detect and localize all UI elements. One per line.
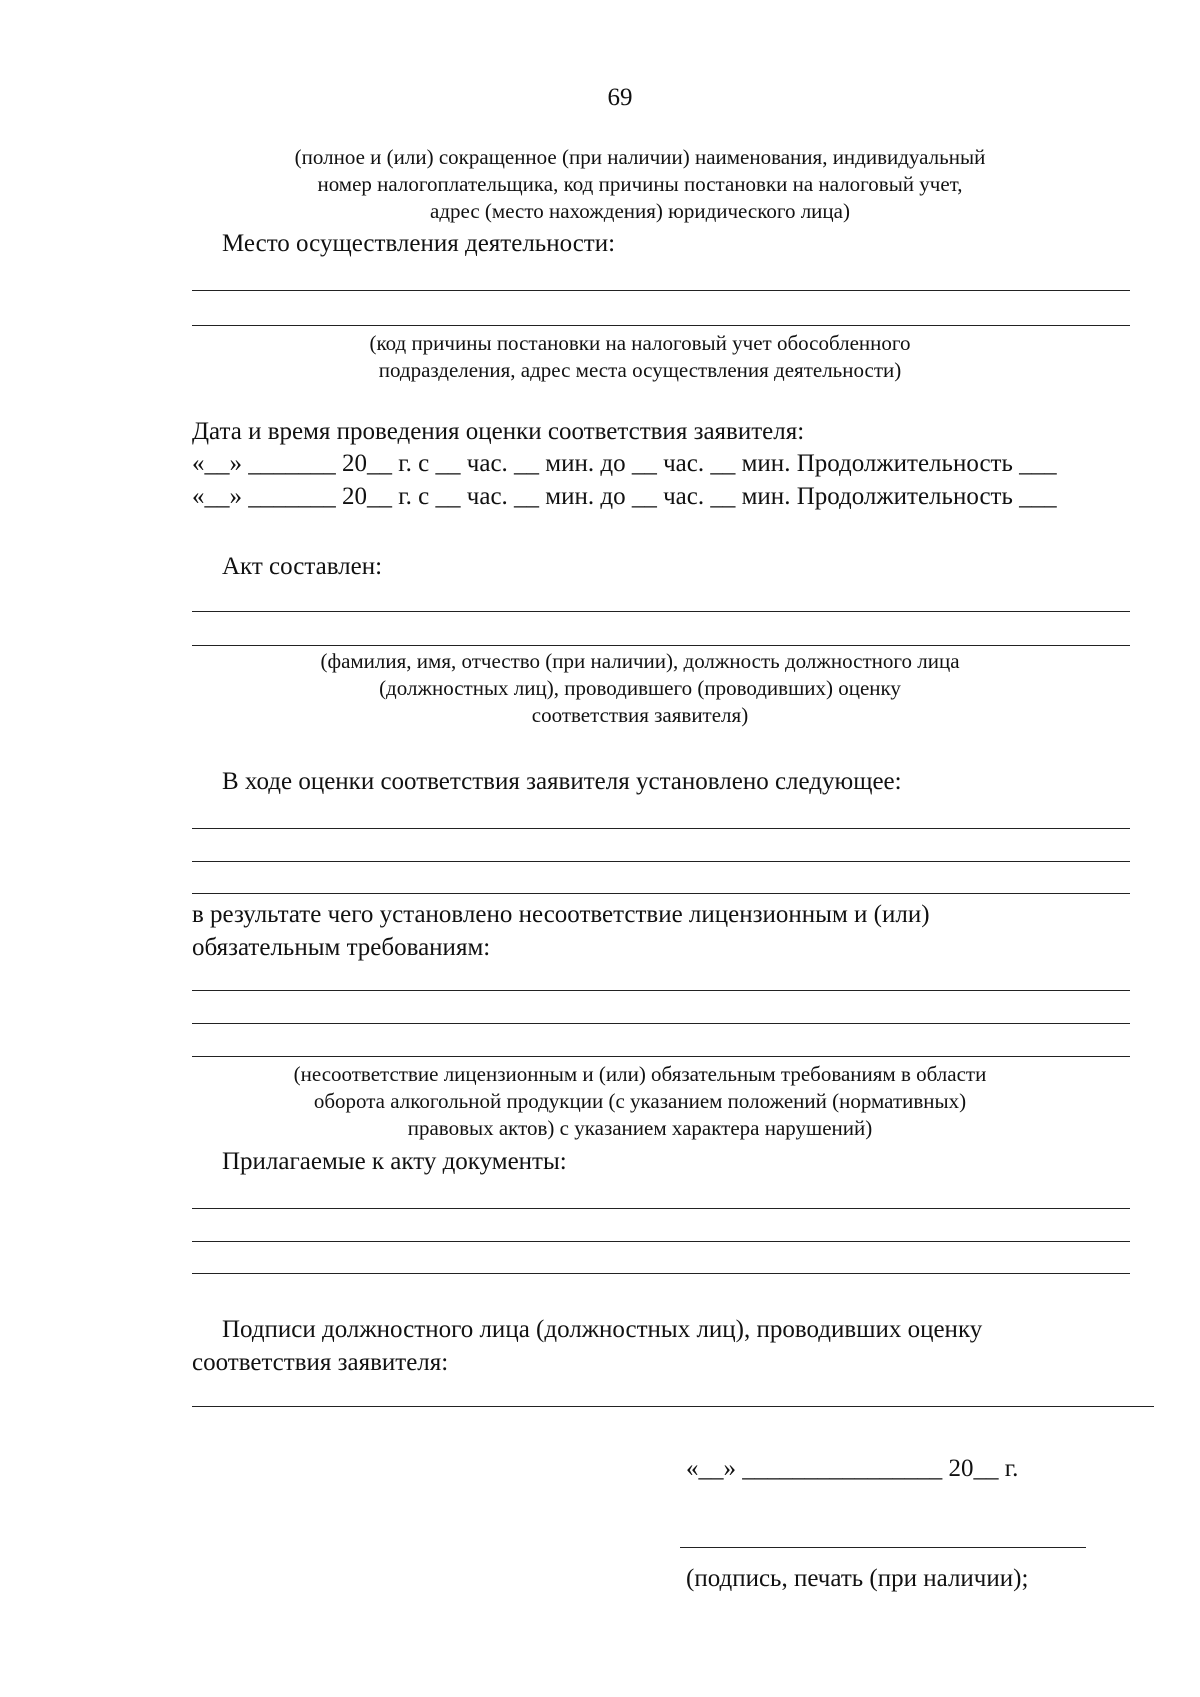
attachments-line-1[interactable] — [192, 1208, 1130, 1209]
datetime-line-2[interactable]: «__» _______ 20__ г. с __ час. __ мин. до __ час. __ мин. Продолжительность ___ — [192, 483, 1057, 510]
result-line: в результате чего установлено несоответствие лицензионным и (или) — [192, 901, 930, 928]
signatures-line: соответствия заявителя: — [192, 1349, 449, 1376]
caption-line: (должностных лиц), проводившего (проводивших) оценку — [379, 676, 901, 700]
nonconformity-line-2[interactable] — [192, 1023, 1130, 1024]
act-line-1[interactable] — [192, 611, 1130, 612]
attachments-line-3[interactable] — [192, 1273, 1130, 1274]
caption-line: адрес (место нахождения) юридического лица) — [430, 199, 850, 223]
signatures-line: Подписи должностного лица (должностных лиц), проводивших оценку — [222, 1316, 983, 1343]
act-line-2[interactable] — [192, 645, 1130, 646]
nonconformity-line-3[interactable] — [192, 1056, 1130, 1057]
caption-line: (код причины постановки на налоговый учет обособленного — [369, 331, 911, 355]
page-number: 69 — [607, 84, 633, 111]
date-line[interactable]: «__» ________________ 20__ г. — [686, 1455, 1019, 1482]
act-caption — [180, 648, 1100, 729]
caption-line: оборота алкогольной продукции (с указанием положений (нормативных) — [313, 1089, 967, 1113]
result-line: обязательным требованиям: — [192, 934, 491, 961]
nonconformity-line-1[interactable] — [192, 990, 1130, 991]
signatures-line[interactable] — [192, 1406, 1154, 1407]
place-caption — [180, 330, 1100, 384]
findings-line-2[interactable] — [192, 861, 1130, 862]
signature-line[interactable] — [680, 1547, 1086, 1548]
act-label: Акт составлен: — [222, 553, 383, 580]
datetime-label: Дата и время проведения оценки соответствия заявителя: — [192, 418, 805, 445]
caption-line: подразделения, адрес места осуществления деятельности) — [378, 358, 902, 382]
caption-line: правовых актов) с указанием характера нарушений) — [407, 1116, 873, 1140]
caption-line: номер налогоплательщика, код причины постановки на налоговый учет, — [317, 172, 963, 196]
caption-line: (несоответствие лицензионным и (или) обязательным требованиям в области — [293, 1062, 987, 1086]
datetime-line-1[interactable]: «__» _______ 20__ г. с __ час. __ мин. до __ час. __ мин. Продолжительность ___ — [192, 450, 1057, 477]
findings-line-1[interactable] — [192, 828, 1130, 829]
attachments-line-2[interactable] — [192, 1241, 1130, 1242]
findings-line-3[interactable] — [192, 893, 1130, 894]
place-label: Место осуществления деятельности: — [222, 230, 616, 257]
signatures-text — [192, 1313, 982, 1379]
caption-line: (полное и (или) сокращенное (при наличии) наименования, индивидуальный — [294, 145, 986, 169]
org-caption — [180, 144, 1100, 225]
result-text — [192, 898, 930, 964]
nonconformity-caption — [180, 1061, 1100, 1142]
caption-line: (фамилия, имя, отчество (при наличии), должность должностного лица — [320, 649, 960, 673]
findings-label: В ходе оценки соответствия заявителя установлено следующее: — [222, 768, 902, 795]
place-line-2[interactable] — [192, 325, 1130, 326]
signature-caption: (подпись, печать (при наличии); — [686, 1565, 1029, 1592]
place-line-1[interactable] — [192, 290, 1130, 291]
caption-line: соответствия заявителя) — [531, 703, 749, 727]
attachments-label: Прилагаемые к акту документы: — [222, 1148, 567, 1175]
